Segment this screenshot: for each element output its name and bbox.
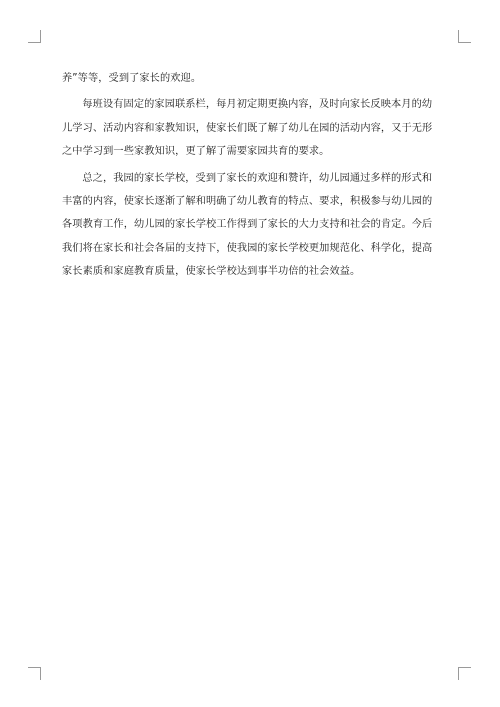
document-body — [62, 67, 436, 287]
crop-mark-top-left — [28, 30, 41, 43]
paragraph-conclusion: 总之，我园的家长学校，受到了家长的欢迎和赞许，幼儿园通过多样的形式和丰富的内容，使家长逐渐了解和明确了幼儿教育的特点、要求，积极参与幼儿园的各项教育工作，幼儿园的家长学校工作得到了家长的大力支持和社会的肯定。今后我们将在家长和社会各届的支持下，使我园的家长学校更加规范化、科学化，提高家长素质和家庭教育质量，使家长学校达到事半功倍的社会效益。 — [62, 172, 433, 278]
paragraph-contact-board: 每班设有固定的家园联系栏，每月初定期更换内容，及时向家长反映本月的幼儿学习、活动内容和家教知识，使家长们既了解了幼儿在园的活动内容，又于无形之中学习到一些家教知识，更了解了需要家园共育的要求。 — [62, 99, 433, 158]
crop-mark-top-right — [458, 30, 471, 43]
crop-mark-bottom-left — [28, 667, 41, 680]
crop-mark-bottom-right — [458, 667, 471, 680]
paragraph-continuation: 养”等等，受到了家长的欢迎。 — [62, 73, 202, 84]
